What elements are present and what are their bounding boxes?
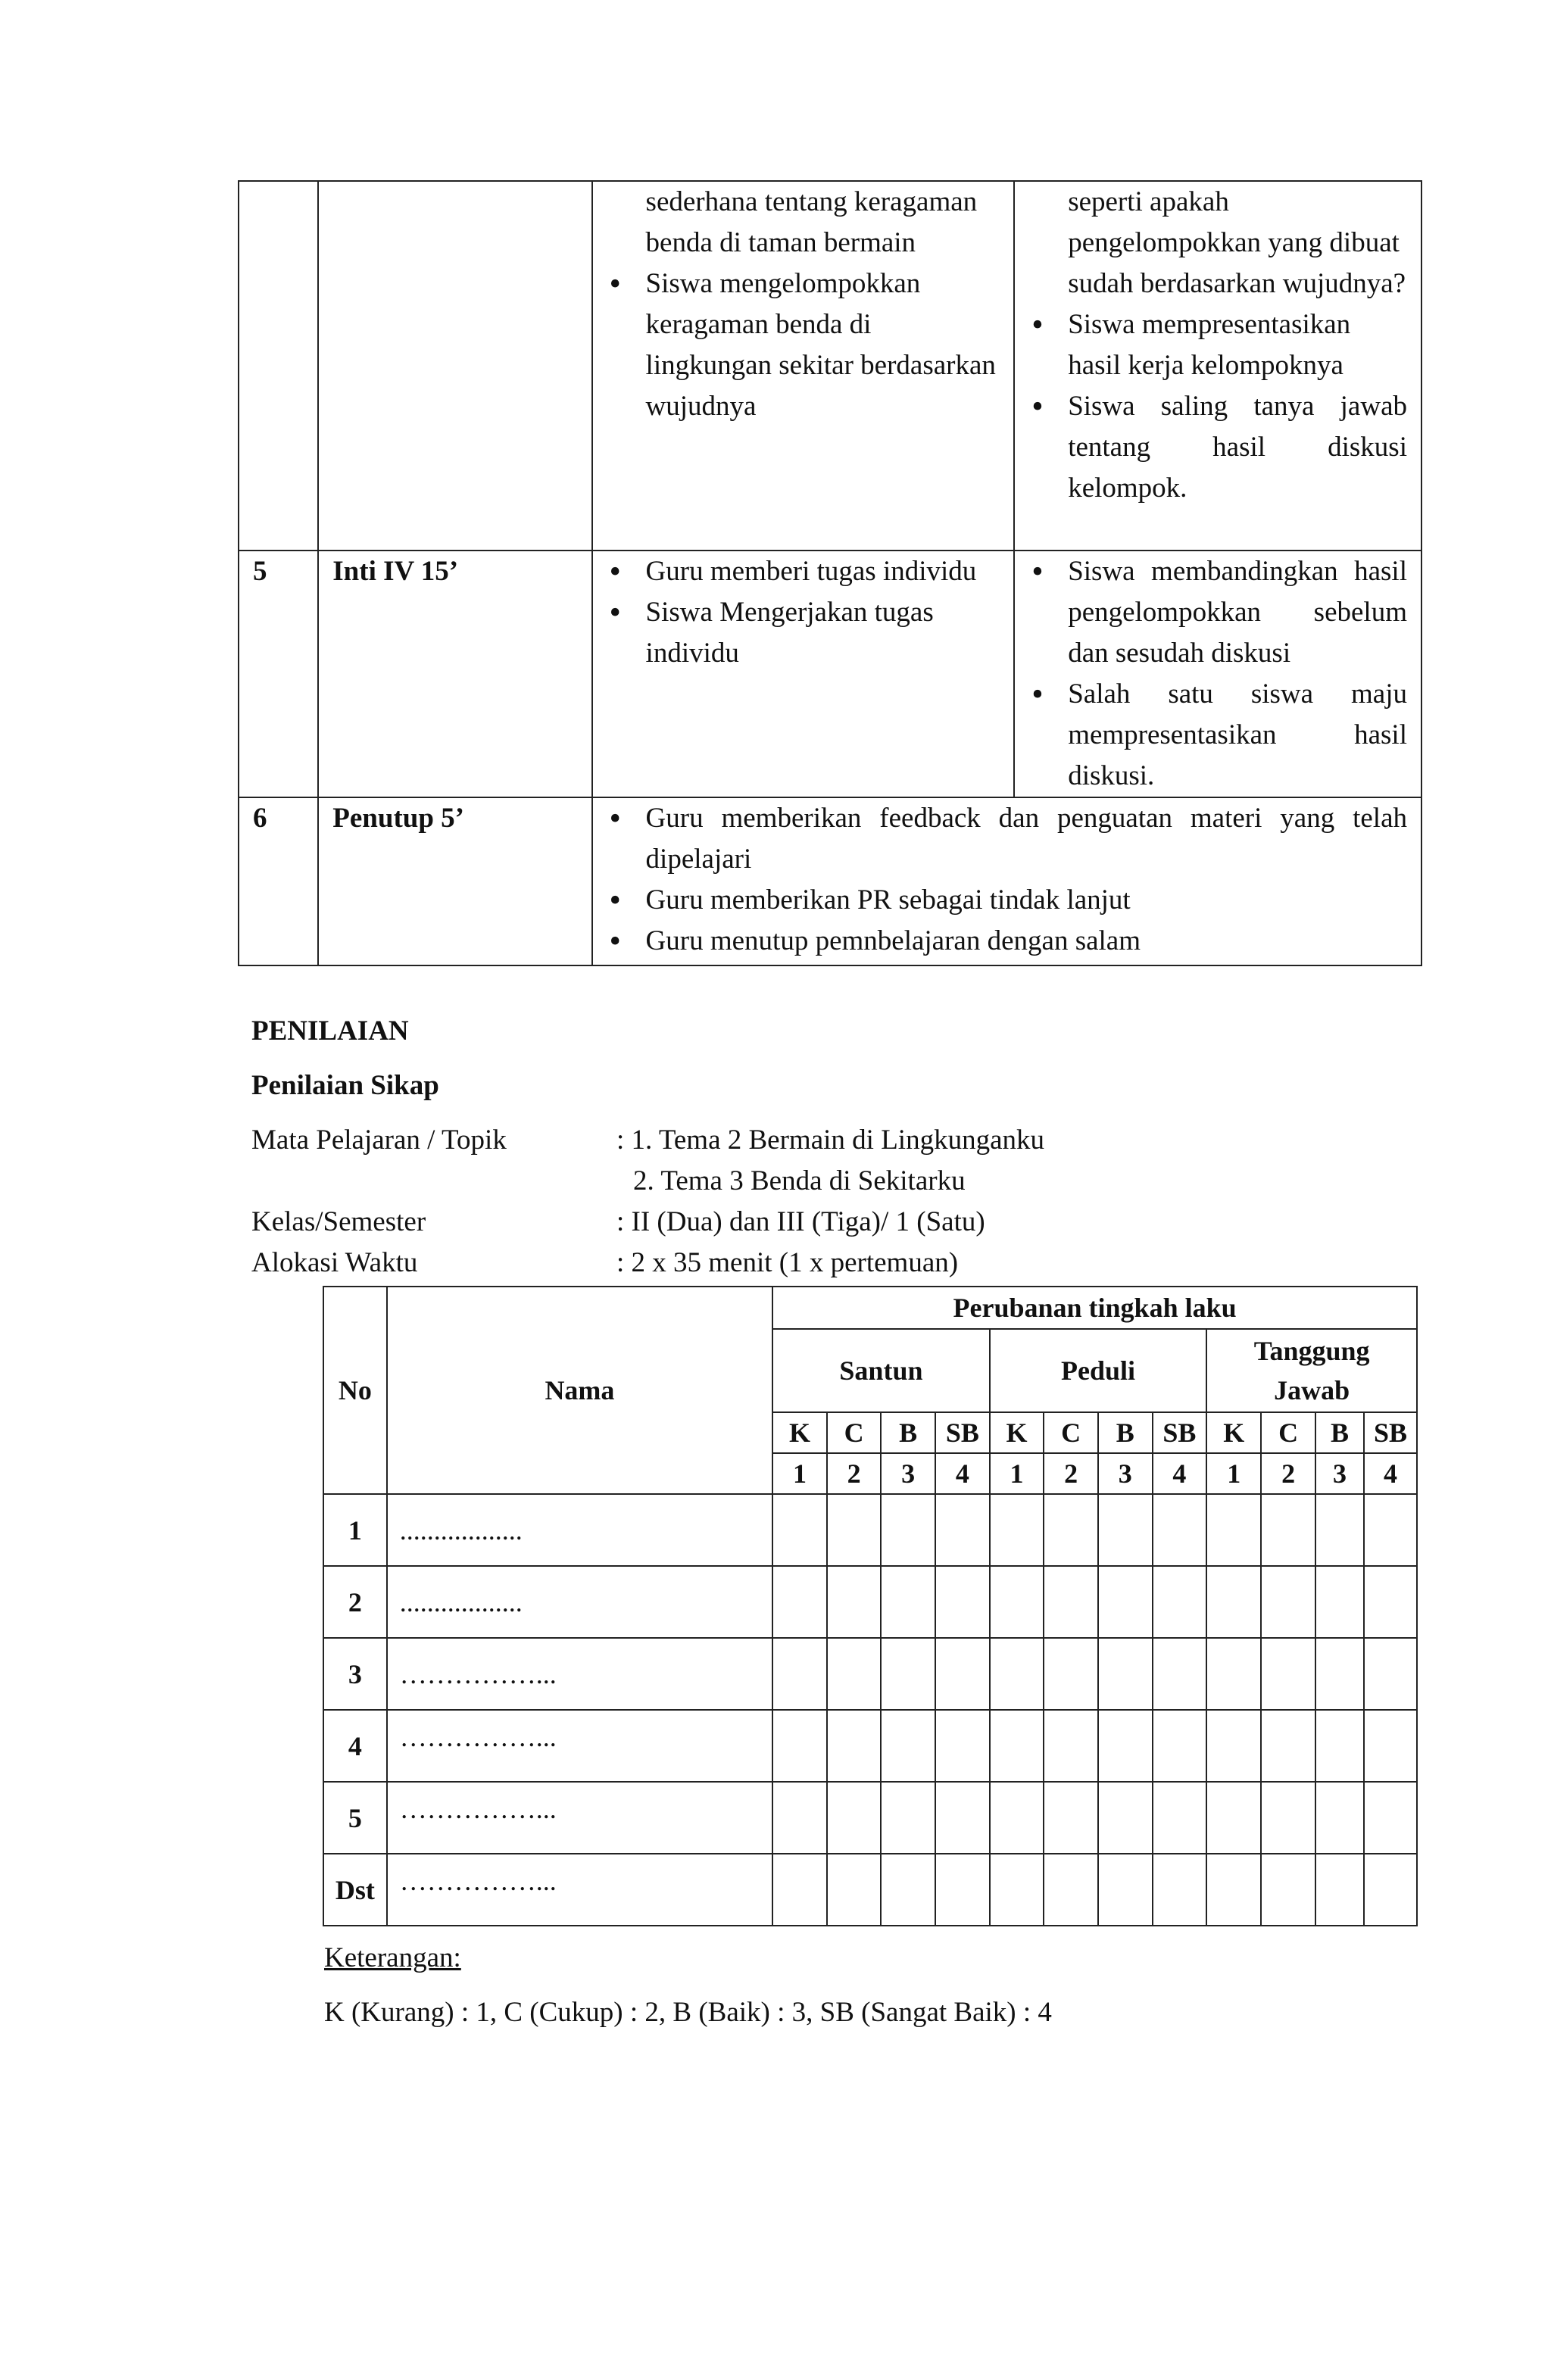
list-item: • Siswa Mengerjakan tugas individu (593, 592, 1014, 674)
table-row (239, 797, 1421, 965)
list-item: • Siswa mempresentasikan hasil kerja kelompoknya (1015, 304, 1421, 386)
cell-tahap: Inti IV 15’ (318, 551, 591, 797)
assessment-table (323, 1286, 1418, 1926)
row-no: 4 (323, 1710, 387, 1782)
cell-guru (592, 181, 1015, 551)
level-cell: C (827, 1412, 882, 1453)
score-cell: 1 (772, 1453, 827, 1494)
table-row (239, 181, 1421, 551)
header-group: Perubanan tingkah laku (772, 1287, 1417, 1329)
kelas-value: : II (Dua) dan III (Tiga)/ 1 (Satu) (616, 1206, 985, 1237)
score-cell: 2 (1044, 1453, 1098, 1494)
level-cell: K (1206, 1412, 1261, 1453)
score-cell: 4 (935, 1453, 990, 1494)
alokasi-label: Alokasi Waktu (251, 1247, 418, 1278)
row-no: 2 (323, 1566, 387, 1638)
level-cell: SB (935, 1412, 990, 1453)
level-cell: SB (1153, 1412, 1207, 1453)
row-no: 5 (323, 1782, 387, 1854)
score-cell: 2 (827, 1453, 882, 1494)
list-item: • Guru memberikan PR sebagai tindak lanjut (593, 880, 1421, 921)
guru-paragraph: sederhana tentang keragaman benda di taman bermain (645, 186, 978, 258)
level-cell: B (881, 1412, 935, 1453)
mapel-value-1: : 1. Tema 2 Bermain di Lingkunganku (616, 1124, 1044, 1156)
score-cell: 2 (1261, 1453, 1315, 1494)
row-nama[interactable]: ……………... (387, 1854, 772, 1926)
table-row (323, 1494, 1417, 1566)
row-no: 3 (323, 1638, 387, 1710)
cell-siswa (1014, 551, 1421, 797)
list-item: • Guru menutup pemnbelajaran dengan salam (593, 921, 1421, 962)
score-cell: 3 (1315, 1453, 1364, 1494)
keterangan-heading: Keterangan: (324, 1942, 461, 1973)
mapel-label: Mata Pelajaran / Topik (251, 1124, 507, 1156)
table-row (323, 1854, 1417, 1926)
cell-no: 5 (239, 551, 318, 797)
row-nama[interactable]: .................. (387, 1566, 772, 1638)
row-nama[interactable]: ……………... (387, 1638, 772, 1710)
table-row (323, 1782, 1417, 1854)
section-heading: PENILAIAN (251, 1015, 409, 1047)
list-item: • Guru memberikan feedback dan penguatan materi yang telah dipelajari (593, 798, 1421, 880)
list-item: • Salah satu siswa maju mempresentasikan hasil diskusi. (1015, 674, 1421, 797)
row-nama[interactable]: ……………... (387, 1710, 772, 1782)
score-cell: 1 (1206, 1453, 1261, 1494)
score-cell: 3 (881, 1453, 935, 1494)
activity-table (238, 180, 1422, 966)
score-cell: 4 (1153, 1453, 1207, 1494)
level-cell: B (1315, 1412, 1364, 1453)
table-row (239, 551, 1421, 797)
row-no: 1 (323, 1494, 387, 1566)
level-cell: C (1261, 1412, 1315, 1453)
cell-tahap: Penutup 5’ (318, 797, 591, 965)
level-cell: K (990, 1412, 1044, 1453)
row-nama[interactable]: .................. (387, 1494, 772, 1566)
cell-kegiatan (592, 797, 1421, 965)
table-row (323, 1638, 1417, 1710)
table-row (323, 1710, 1417, 1782)
cell-tahap (318, 181, 591, 551)
keterangan-body: K (Kurang) : 1, C (Cukup) : 2, B (Baik) : 3, SB (Sangat Baik) : 4 (324, 1997, 1052, 2028)
table-row (323, 1566, 1417, 1638)
table-row (323, 1287, 1417, 1329)
level-cell: B (1098, 1412, 1153, 1453)
level-cell: C (1044, 1412, 1098, 1453)
list-item: • Siswa membandingkan hasil pengelompokkan sebelum dan sesudah diskusi (1015, 551, 1421, 674)
list-item: • Siswa saling tanya jawab tentang hasil diskusi kelompok. (1015, 386, 1421, 509)
score-cell: 1 (990, 1453, 1044, 1494)
cell-siswa (1014, 181, 1421, 551)
kelas-label: Kelas/Semester (251, 1206, 426, 1237)
score-cell: 3 (1098, 1453, 1153, 1494)
score-cell: 4 (1364, 1453, 1417, 1494)
section-subheading: Penilaian Sikap (251, 1070, 439, 1101)
list-item: • Siswa mengelompokkan keragaman benda di lingkungan sekitar berdasarkan wujudnya (593, 264, 1014, 427)
list-item: • Guru memberi tugas individu (593, 551, 1014, 592)
header-aspect: Tanggung Jawab (1206, 1329, 1417, 1412)
header-aspect: Santun (772, 1329, 990, 1412)
row-no: Dst (323, 1854, 387, 1926)
header-nama: Nama (387, 1287, 772, 1494)
cell-guru (592, 551, 1015, 797)
level-cell: K (772, 1412, 827, 1453)
header-no: No (323, 1287, 387, 1494)
cell-no (239, 181, 318, 551)
siswa-paragraph: seperti apakah pengelompokkan yang dibuat sudah berdasarkan wujudnya? (1068, 186, 1406, 299)
mapel-value-2: 2. Tema 3 Benda di Sekitarku (633, 1165, 966, 1196)
cell-no: 6 (239, 797, 318, 965)
alokasi-value: : 2 x 35 menit (1 x pertemuan) (616, 1247, 959, 1278)
header-aspect: Peduli (990, 1329, 1207, 1412)
row-nama[interactable]: ……………... (387, 1782, 772, 1854)
level-cell: SB (1364, 1412, 1417, 1453)
